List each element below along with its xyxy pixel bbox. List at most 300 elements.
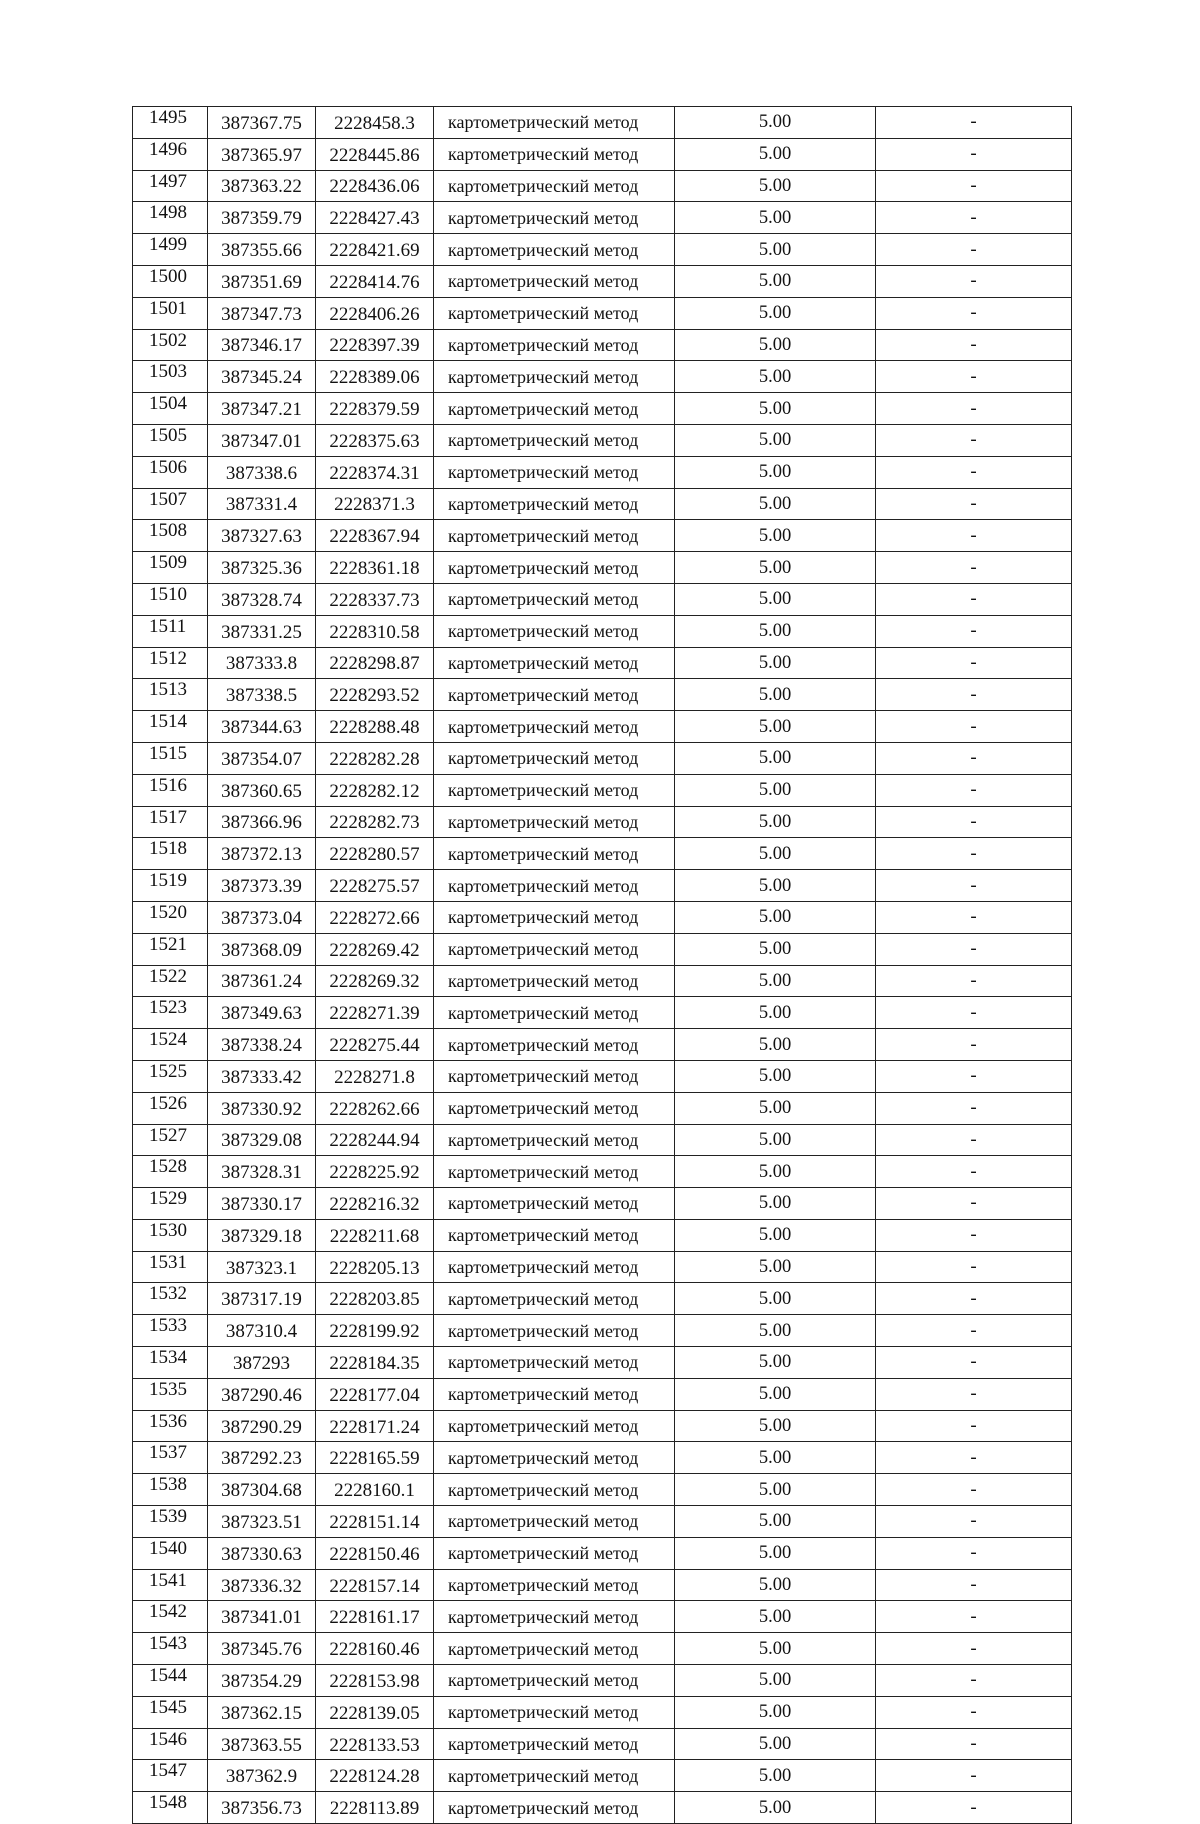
point-number-cell: 1529 <box>133 1188 208 1220</box>
description-cell: - <box>876 742 1072 774</box>
table-row <box>133 1665 1072 1697</box>
point-number-cell: 1502 <box>133 329 208 361</box>
description-cell: - <box>876 1219 1072 1251</box>
table-row <box>133 870 1072 902</box>
method-cell: картометрический метод <box>434 838 675 870</box>
table-row <box>133 1633 1072 1665</box>
accuracy-cell: 5.00 <box>675 1219 876 1251</box>
x-coordinate-cell: 387331.4 <box>208 488 316 520</box>
method-cell: картометрический метод <box>434 1315 675 1347</box>
method-cell: картометрический метод <box>434 1188 675 1220</box>
x-coordinate-cell: 387338.24 <box>208 1029 316 1061</box>
accuracy-cell: 5.00 <box>675 679 876 711</box>
description-cell: - <box>876 456 1072 488</box>
point-number-cell: 1540 <box>133 1537 208 1569</box>
table-row <box>133 1569 1072 1601</box>
y-coordinate-cell: 2228371.3 <box>316 488 434 520</box>
method-cell: картометрический метод <box>434 424 675 456</box>
method-cell: картометрический метод <box>434 456 675 488</box>
y-coordinate-cell: 2228160.1 <box>316 1474 434 1506</box>
y-coordinate-cell: 2228271.8 <box>316 1060 434 1092</box>
x-coordinate-cell: 387329.08 <box>208 1124 316 1156</box>
y-coordinate-cell: 2228216.32 <box>316 1188 434 1220</box>
table-row <box>133 234 1072 266</box>
y-coordinate-cell: 2228293.52 <box>316 679 434 711</box>
y-coordinate-cell: 2228151.14 <box>316 1506 434 1538</box>
x-coordinate-cell: 387354.07 <box>208 742 316 774</box>
accuracy-cell: 5.00 <box>675 1092 876 1124</box>
method-cell: картометрический метод <box>434 1029 675 1061</box>
x-coordinate-cell: 387290.29 <box>208 1410 316 1442</box>
x-coordinate-cell: 387323.1 <box>208 1251 316 1283</box>
point-number-cell: 1546 <box>133 1728 208 1760</box>
accuracy-cell: 5.00 <box>675 870 876 902</box>
method-cell: картометрический метод <box>434 361 675 393</box>
accuracy-cell: 5.00 <box>675 456 876 488</box>
y-coordinate-cell: 2228272.66 <box>316 901 434 933</box>
method-cell: картометрический метод <box>434 1633 675 1665</box>
accuracy-cell: 5.00 <box>675 1188 876 1220</box>
description-cell: - <box>876 806 1072 838</box>
x-coordinate-cell: 387361.24 <box>208 965 316 997</box>
accuracy-cell: 5.00 <box>675 265 876 297</box>
table-row <box>133 1537 1072 1569</box>
x-coordinate-cell: 387355.66 <box>208 234 316 266</box>
accuracy-cell: 5.00 <box>675 838 876 870</box>
y-coordinate-cell: 2228139.05 <box>316 1696 434 1728</box>
description-cell: - <box>876 1029 1072 1061</box>
accuracy-cell: 5.00 <box>675 424 876 456</box>
method-cell: картометрический метод <box>434 1569 675 1601</box>
point-number-cell: 1519 <box>133 870 208 902</box>
x-coordinate-cell: 387347.73 <box>208 297 316 329</box>
description-cell: - <box>876 1347 1072 1379</box>
method-cell: картометрический метод <box>434 1283 675 1315</box>
y-coordinate-cell: 2228244.94 <box>316 1124 434 1156</box>
table-row <box>133 297 1072 329</box>
accuracy-cell: 5.00 <box>675 393 876 425</box>
point-number-cell: 1520 <box>133 901 208 933</box>
accuracy-cell: 5.00 <box>675 933 876 965</box>
y-coordinate-cell: 2228262.66 <box>316 1092 434 1124</box>
accuracy-cell: 5.00 <box>675 361 876 393</box>
method-cell: картометрический метод <box>434 1696 675 1728</box>
y-coordinate-cell: 2228288.48 <box>316 711 434 743</box>
x-coordinate-cell: 387338.6 <box>208 456 316 488</box>
y-coordinate-cell: 2228310.58 <box>316 615 434 647</box>
method-cell: картометрический метод <box>434 583 675 615</box>
method-cell: картометрический метод <box>434 488 675 520</box>
y-coordinate-cell: 2228269.32 <box>316 965 434 997</box>
y-coordinate-cell: 2228225.92 <box>316 1156 434 1188</box>
point-number-cell: 1515 <box>133 742 208 774</box>
y-coordinate-cell: 2228165.59 <box>316 1442 434 1474</box>
description-cell: - <box>876 1315 1072 1347</box>
description-cell: - <box>876 1410 1072 1442</box>
accuracy-cell: 5.00 <box>675 1569 876 1601</box>
point-number-cell: 1525 <box>133 1060 208 1092</box>
table-row <box>133 138 1072 170</box>
y-coordinate-cell: 2228436.06 <box>316 170 434 202</box>
description-cell: - <box>876 1474 1072 1506</box>
table-row <box>133 1092 1072 1124</box>
point-number-cell: 1541 <box>133 1569 208 1601</box>
table-row <box>133 901 1072 933</box>
description-cell: - <box>876 170 1072 202</box>
y-coordinate-cell: 2228397.39 <box>316 329 434 361</box>
description-cell: - <box>876 615 1072 647</box>
table-row <box>133 1410 1072 1442</box>
accuracy-cell: 5.00 <box>675 997 876 1029</box>
point-number-cell: 1539 <box>133 1506 208 1538</box>
point-number-cell: 1498 <box>133 202 208 234</box>
point-number-cell: 1513 <box>133 679 208 711</box>
table-row <box>133 488 1072 520</box>
y-coordinate-cell: 2228361.18 <box>316 552 434 584</box>
y-coordinate-cell: 2228199.92 <box>316 1315 434 1347</box>
accuracy-cell: 5.00 <box>675 901 876 933</box>
description-cell: - <box>876 965 1072 997</box>
method-cell: картометрический метод <box>434 1092 675 1124</box>
table-row <box>133 1219 1072 1251</box>
description-cell: - <box>876 552 1072 584</box>
table-row <box>133 933 1072 965</box>
method-cell: картометрический метод <box>434 1760 675 1792</box>
method-cell: картометрический метод <box>434 1251 675 1283</box>
table-row <box>133 774 1072 806</box>
table-row <box>133 1474 1072 1506</box>
method-cell: картометрический метод <box>434 1792 675 1824</box>
point-number-cell: 1510 <box>133 583 208 615</box>
x-coordinate-cell: 387354.29 <box>208 1665 316 1697</box>
table-row <box>133 965 1072 997</box>
description-cell: - <box>876 202 1072 234</box>
x-coordinate-cell: 387347.21 <box>208 393 316 425</box>
table-row <box>133 265 1072 297</box>
accuracy-cell: 5.00 <box>675 1347 876 1379</box>
y-coordinate-cell: 2228427.43 <box>316 202 434 234</box>
description-cell: - <box>876 361 1072 393</box>
table-row <box>133 647 1072 679</box>
accuracy-cell: 5.00 <box>675 520 876 552</box>
x-coordinate-cell: 387317.19 <box>208 1283 316 1315</box>
accuracy-cell: 5.00 <box>675 488 876 520</box>
x-coordinate-cell: 387329.18 <box>208 1219 316 1251</box>
accuracy-cell: 5.00 <box>675 1156 876 1188</box>
point-number-cell: 1516 <box>133 774 208 806</box>
accuracy-cell: 5.00 <box>675 1283 876 1315</box>
description-cell: - <box>876 1728 1072 1760</box>
x-coordinate-cell: 387338.5 <box>208 679 316 711</box>
description-cell: - <box>876 1442 1072 1474</box>
table-row <box>133 583 1072 615</box>
method-cell: картометрический метод <box>434 202 675 234</box>
point-number-cell: 1524 <box>133 1029 208 1061</box>
description-cell: - <box>876 1506 1072 1538</box>
x-coordinate-cell: 387363.22 <box>208 170 316 202</box>
y-coordinate-cell: 2228153.98 <box>316 1665 434 1697</box>
table-row <box>133 1315 1072 1347</box>
description-cell: - <box>876 1188 1072 1220</box>
description-cell: - <box>876 1124 1072 1156</box>
method-cell: картометрический метод <box>434 1124 675 1156</box>
point-number-cell: 1534 <box>133 1347 208 1379</box>
y-coordinate-cell: 2228379.59 <box>316 393 434 425</box>
y-coordinate-cell: 2228160.46 <box>316 1633 434 1665</box>
accuracy-cell: 5.00 <box>675 1474 876 1506</box>
table-row <box>133 1188 1072 1220</box>
point-number-cell: 1528 <box>133 1156 208 1188</box>
y-coordinate-cell: 2228269.42 <box>316 933 434 965</box>
accuracy-cell: 5.00 <box>675 774 876 806</box>
table-row <box>133 711 1072 743</box>
x-coordinate-cell: 387366.96 <box>208 806 316 838</box>
table-row <box>133 1760 1072 1792</box>
method-cell: картометрический метод <box>434 265 675 297</box>
method-cell: картометрический метод <box>434 1601 675 1633</box>
description-cell: - <box>876 107 1072 139</box>
point-number-cell: 1505 <box>133 424 208 456</box>
y-coordinate-cell: 2228282.28 <box>316 742 434 774</box>
point-number-cell: 1531 <box>133 1251 208 1283</box>
x-coordinate-cell: 387367.75 <box>208 107 316 139</box>
table-row <box>133 1124 1072 1156</box>
point-number-cell: 1508 <box>133 520 208 552</box>
x-coordinate-cell: 387310.4 <box>208 1315 316 1347</box>
y-coordinate-cell: 2228150.46 <box>316 1537 434 1569</box>
method-cell: картометрический метод <box>434 520 675 552</box>
y-coordinate-cell: 2228157.14 <box>316 1569 434 1601</box>
table-row <box>133 1156 1072 1188</box>
description-cell: - <box>876 1092 1072 1124</box>
accuracy-cell: 5.00 <box>675 806 876 838</box>
table-row <box>133 424 1072 456</box>
table-row <box>133 838 1072 870</box>
accuracy-cell: 5.00 <box>675 583 876 615</box>
x-coordinate-cell: 387365.97 <box>208 138 316 170</box>
x-coordinate-cell: 387328.74 <box>208 583 316 615</box>
y-coordinate-cell: 2228282.73 <box>316 806 434 838</box>
accuracy-cell: 5.00 <box>675 329 876 361</box>
description-cell: - <box>876 138 1072 170</box>
description-cell: - <box>876 265 1072 297</box>
description-cell: - <box>876 393 1072 425</box>
point-number-cell: 1542 <box>133 1601 208 1633</box>
accuracy-cell: 5.00 <box>675 1665 876 1697</box>
y-coordinate-cell: 2228211.68 <box>316 1219 434 1251</box>
x-coordinate-cell: 387362.9 <box>208 1760 316 1792</box>
x-coordinate-cell: 387349.63 <box>208 997 316 1029</box>
description-cell: - <box>876 488 1072 520</box>
table-row <box>133 1728 1072 1760</box>
method-cell: картометрический метод <box>434 393 675 425</box>
description-cell: - <box>876 870 1072 902</box>
x-coordinate-cell: 387344.63 <box>208 711 316 743</box>
y-coordinate-cell: 2228203.85 <box>316 1283 434 1315</box>
description-cell: - <box>876 711 1072 743</box>
point-number-cell: 1497 <box>133 170 208 202</box>
point-number-cell: 1517 <box>133 806 208 838</box>
accuracy-cell: 5.00 <box>675 1315 876 1347</box>
x-coordinate-cell: 387336.32 <box>208 1569 316 1601</box>
accuracy-cell: 5.00 <box>675 1060 876 1092</box>
y-coordinate-cell: 2228113.89 <box>316 1792 434 1824</box>
table-row <box>133 1251 1072 1283</box>
table-row <box>133 1029 1072 1061</box>
method-cell: картометрический метод <box>434 1474 675 1506</box>
description-cell: - <box>876 997 1072 1029</box>
accuracy-cell: 5.00 <box>675 1378 876 1410</box>
table-row <box>133 1792 1072 1824</box>
table-row <box>133 552 1072 584</box>
table-row <box>133 679 1072 711</box>
accuracy-cell: 5.00 <box>675 965 876 997</box>
y-coordinate-cell: 2228275.57 <box>316 870 434 902</box>
point-number-cell: 1500 <box>133 265 208 297</box>
accuracy-cell: 5.00 <box>675 1029 876 1061</box>
method-cell: картометрический метод <box>434 615 675 647</box>
table-row <box>133 997 1072 1029</box>
table-row <box>133 520 1072 552</box>
method-cell: картометрический метод <box>434 965 675 997</box>
description-cell: - <box>876 1569 1072 1601</box>
accuracy-cell: 5.00 <box>675 1251 876 1283</box>
description-cell: - <box>876 1156 1072 1188</box>
table-row <box>133 1601 1072 1633</box>
method-cell: картометрический метод <box>434 1537 675 1569</box>
point-number-cell: 1532 <box>133 1283 208 1315</box>
method-cell: картометрический метод <box>434 1728 675 1760</box>
method-cell: картометрический метод <box>434 870 675 902</box>
x-coordinate-cell: 387331.25 <box>208 615 316 647</box>
x-coordinate-cell: 387290.46 <box>208 1378 316 1410</box>
accuracy-cell: 5.00 <box>675 1696 876 1728</box>
point-number-cell: 1503 <box>133 361 208 393</box>
method-cell: картометрический метод <box>434 1219 675 1251</box>
method-cell: картометрический метод <box>434 997 675 1029</box>
method-cell: картометрический метод <box>434 1410 675 1442</box>
x-coordinate-cell: 387330.63 <box>208 1537 316 1569</box>
description-cell: - <box>876 1696 1072 1728</box>
method-cell: картометрический метод <box>434 933 675 965</box>
table-row <box>133 107 1072 139</box>
description-cell: - <box>876 1060 1072 1092</box>
point-number-cell: 1537 <box>133 1442 208 1474</box>
method-cell: картометрический метод <box>434 1378 675 1410</box>
description-cell: - <box>876 679 1072 711</box>
accuracy-cell: 5.00 <box>675 1633 876 1665</box>
accuracy-cell: 5.00 <box>675 742 876 774</box>
accuracy-cell: 5.00 <box>675 1442 876 1474</box>
y-coordinate-cell: 2228177.04 <box>316 1378 434 1410</box>
method-cell: картометрический метод <box>434 1156 675 1188</box>
accuracy-cell: 5.00 <box>675 1601 876 1633</box>
point-number-cell: 1545 <box>133 1696 208 1728</box>
point-number-cell: 1496 <box>133 138 208 170</box>
accuracy-cell: 5.00 <box>675 1728 876 1760</box>
table-row <box>133 1378 1072 1410</box>
y-coordinate-cell: 2228375.63 <box>316 424 434 456</box>
point-number-cell: 1522 <box>133 965 208 997</box>
table-row <box>133 170 1072 202</box>
point-number-cell: 1535 <box>133 1378 208 1410</box>
coordinates-table <box>132 106 1072 1824</box>
method-cell: картометрический метод <box>434 1665 675 1697</box>
x-coordinate-cell: 387304.68 <box>208 1474 316 1506</box>
y-coordinate-cell: 2228337.73 <box>316 583 434 615</box>
accuracy-cell: 5.00 <box>675 107 876 139</box>
y-coordinate-cell: 2228374.31 <box>316 456 434 488</box>
table-row <box>133 1060 1072 1092</box>
description-cell: - <box>876 933 1072 965</box>
method-cell: картометрический метод <box>434 107 675 139</box>
point-number-cell: 1512 <box>133 647 208 679</box>
method-cell: картометрический метод <box>434 1442 675 1474</box>
table-row <box>133 1696 1072 1728</box>
point-number-cell: 1527 <box>133 1124 208 1156</box>
accuracy-cell: 5.00 <box>675 297 876 329</box>
x-coordinate-cell: 387362.15 <box>208 1696 316 1728</box>
description-cell: - <box>876 774 1072 806</box>
point-number-cell: 1514 <box>133 711 208 743</box>
description-cell: - <box>876 1378 1072 1410</box>
x-coordinate-cell: 387345.24 <box>208 361 316 393</box>
point-number-cell: 1521 <box>133 933 208 965</box>
accuracy-cell: 5.00 <box>675 552 876 584</box>
point-number-cell: 1511 <box>133 615 208 647</box>
description-cell: - <box>876 1601 1072 1633</box>
description-cell: - <box>876 234 1072 266</box>
point-number-cell: 1544 <box>133 1665 208 1697</box>
coordinates-table-body <box>133 107 1072 1824</box>
y-coordinate-cell: 2228171.24 <box>316 1410 434 1442</box>
accuracy-cell: 5.00 <box>675 1760 876 1792</box>
table-row <box>133 329 1072 361</box>
point-number-cell: 1523 <box>133 997 208 1029</box>
x-coordinate-cell: 387359.79 <box>208 202 316 234</box>
method-cell: картометрический метод <box>434 138 675 170</box>
y-coordinate-cell: 2228124.28 <box>316 1760 434 1792</box>
y-coordinate-cell: 2228458.3 <box>316 107 434 139</box>
y-coordinate-cell: 2228161.17 <box>316 1601 434 1633</box>
y-coordinate-cell: 2228133.53 <box>316 1728 434 1760</box>
description-cell: - <box>876 1283 1072 1315</box>
x-coordinate-cell: 387327.63 <box>208 520 316 552</box>
x-coordinate-cell: 387333.42 <box>208 1060 316 1092</box>
method-cell: картометрический метод <box>434 1347 675 1379</box>
x-coordinate-cell: 387330.17 <box>208 1188 316 1220</box>
x-coordinate-cell: 387360.65 <box>208 774 316 806</box>
point-number-cell: 1543 <box>133 1633 208 1665</box>
point-number-cell: 1518 <box>133 838 208 870</box>
x-coordinate-cell: 387351.69 <box>208 265 316 297</box>
y-coordinate-cell: 2228282.12 <box>316 774 434 806</box>
table-row <box>133 1506 1072 1538</box>
description-cell: - <box>876 1633 1072 1665</box>
method-cell: картометрический метод <box>434 297 675 329</box>
method-cell: картометрический метод <box>434 1060 675 1092</box>
x-coordinate-cell: 387346.17 <box>208 329 316 361</box>
method-cell: картометрический метод <box>434 647 675 679</box>
table-row <box>133 1283 1072 1315</box>
method-cell: картометрический метод <box>434 552 675 584</box>
point-number-cell: 1533 <box>133 1315 208 1347</box>
method-cell: картометрический метод <box>434 742 675 774</box>
accuracy-cell: 5.00 <box>675 202 876 234</box>
x-coordinate-cell: 387372.13 <box>208 838 316 870</box>
accuracy-cell: 5.00 <box>675 1537 876 1569</box>
accuracy-cell: 5.00 <box>675 234 876 266</box>
